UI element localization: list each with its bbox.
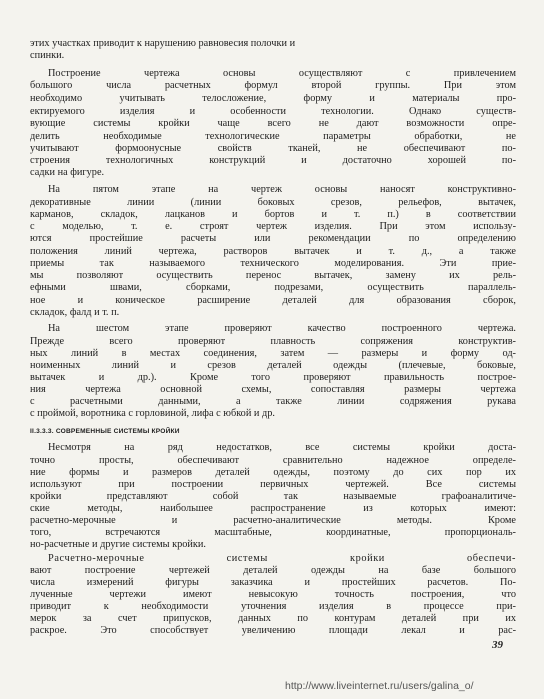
text-line: большого числа расчетных формул второй группы. При этом: [30, 80, 516, 91]
text-line: того, встречаются масштабные, координатные, пропорциональ-: [30, 527, 516, 538]
text-line: этих участках приводит к нарушению равновесия полочки и: [30, 38, 296, 49]
text-line: используют при построении первичных чертежей. Все системы: [30, 479, 516, 490]
text-line: точно просты, обеспечивают сравнительно надежное определе-: [30, 455, 516, 466]
text-line: ефными швами, сборками, подрезами, осуществить параллель-: [30, 282, 516, 293]
text-line: ноименных линий и срезов деталей одежды (плечевые, боковые,: [30, 360, 516, 371]
text-line: но-расчетные и другие системы кройки.: [30, 539, 206, 550]
text-line: ские методы, наибольшее распространение из которых имеют:: [30, 503, 516, 514]
text-line: мы позволяют осуществить перенос вытачек, замену их рель-: [30, 270, 516, 281]
text-line: приводит к необходимости уточнения изделия в процессе при-: [30, 601, 516, 612]
text-line: ных линий в местах соединения, затем — размеры и форму од-: [30, 348, 516, 359]
text-line: На пятом этапе на чертеж основы наносят конструктивно-: [48, 184, 516, 195]
text-line: ние формы и размеров деталей одежды, поэтому до сих пор их: [30, 467, 516, 478]
watermark-url: http://www.liveinternet.ru/users/galina_o/: [285, 680, 474, 692]
text-line: приемы так называемого технического моделирования. Эти прие-: [30, 258, 516, 269]
text-line: Расчетно-мерочные системы кройки обеспечи-: [48, 553, 516, 564]
text-line: раскрое. Это способствует увеличению площади лекал и рас-: [30, 625, 516, 636]
text-line: положения линий чертежа, растворов вытачек и т. д., а также: [30, 246, 516, 257]
text-line: строения технологичных конструкций и достаточно хорошей по-: [30, 155, 516, 166]
page-number: 39: [492, 639, 503, 651]
text-line: расчетно-мерочные и расчетно-аналитические методы. Кроме: [30, 515, 516, 526]
text-line: лученные чертежи имеют невысокую точность построения, что: [30, 589, 516, 600]
text-line: с моделью, т. е. строят чертеж изделия. При этом использу-: [30, 221, 516, 232]
section-heading: II.3.3.3. СОВРЕМЕННЫЕ СИСТЕМЫ КРОЙКИ: [30, 428, 180, 435]
text-line: необходимо учитывать телосложение, форму и материалы про-: [30, 93, 516, 104]
text-line: кройки представляют собой так называемые графоаналитиче-: [30, 491, 516, 502]
text-line: вают построение чертежей деталей одежды на базе большого: [30, 565, 516, 576]
text-line: ния чертежа основной схемы, сопоставляя размеры чертежа: [30, 384, 516, 395]
text-line: с проймой, воротника с горловиной, лифа с юбкой и др.: [30, 408, 275, 419]
text-line: мерок за счет припусков, данных по контурам деталей при их: [30, 613, 516, 624]
text-line: карманов, складок, лацканов и бортов и т. п.) в соответствии: [30, 209, 516, 220]
text-line: числа измерений фигуры заказчика и простейших расчетов. По-: [30, 577, 516, 588]
text-line: вытачек и др.). Кроме того проверяют правильность построе-: [30, 372, 516, 383]
text-line: с расчетными данными, а также линии содряжения рукава: [30, 396, 516, 407]
text-line: спинки.: [30, 50, 65, 61]
text-line: складок, фалд и т. п.: [30, 307, 120, 318]
text-line: садки на фигуре.: [30, 167, 105, 178]
text-line: Прежде всего проверяют плавность сопряжения конструктив-: [30, 336, 516, 347]
text-line: учитывают формоонусные свойств тканей, не обеспечивают по-: [30, 143, 516, 154]
text-line: ное и коническое расширение деталей для образования сборок,: [30, 295, 516, 306]
text-line: декоративные линии (линии боковых срезов, рельефов, вытачек,: [30, 197, 516, 208]
text-line: ектируемого изделия и особенности технологии. Однако существ-: [30, 106, 516, 117]
text-line: Несмотря на ряд недостатков, все системы кройки доста-: [48, 442, 516, 453]
text-line: На шестом этапе проверяют качество построенного чертежа.: [48, 323, 516, 334]
text-line: делить необходимые технологические параметры обработки, не: [30, 131, 516, 142]
text-line: ются простейшие расчеты или рекомендации по определению: [30, 233, 516, 244]
text-line: вующие системы кройки чаще всего не дают возможности опре-: [30, 118, 516, 129]
text-line: Построение чертежа основы осуществляют с привлечением: [48, 68, 516, 79]
